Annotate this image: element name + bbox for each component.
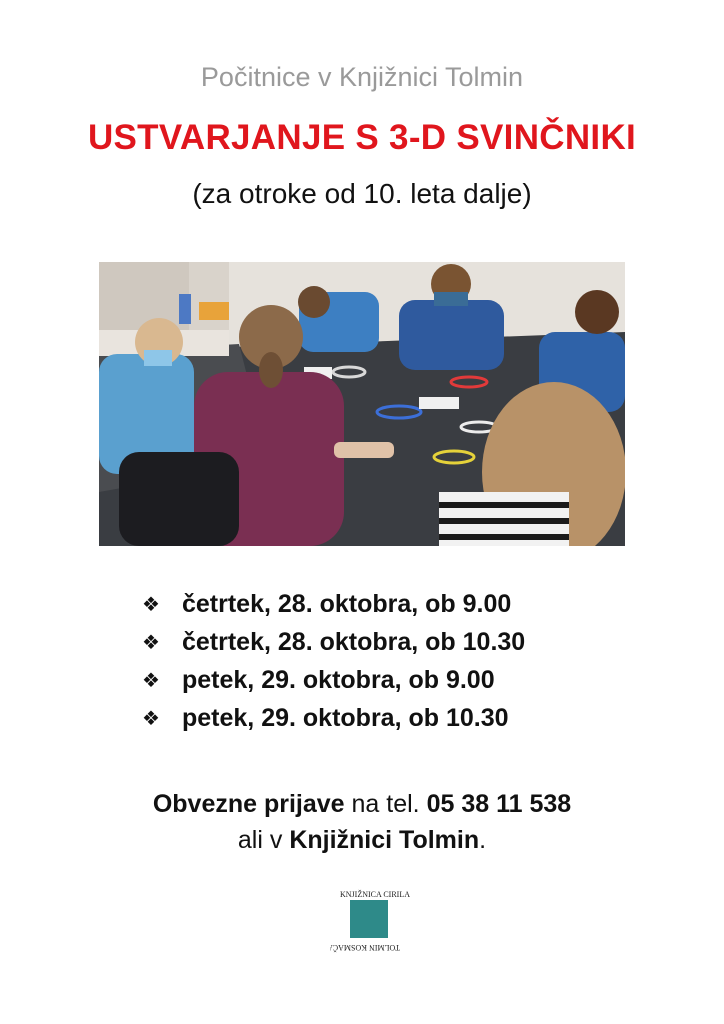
list-item <box>142 661 525 699</box>
workshop-photo-illustration <box>99 262 625 546</box>
signup-info <box>0 786 724 858</box>
age-note: (za otroke od 10. leta dalje) <box>192 178 532 209</box>
library-logo-icon <box>330 884 410 954</box>
phone-number: 05 38 11 538 <box>426 790 572 818</box>
diamond-bullet-icon: ❖ <box>142 707 160 730</box>
session-list <box>142 585 525 737</box>
session-date: petek, 29. oktobra, ob 9.00 <box>182 665 495 694</box>
event-series-subtitle: Počitnice v Knjižnici Tolmin <box>200 62 524 92</box>
workshop-photo <box>99 262 625 546</box>
svg-text:KNJIŽNICA CIRILA: KNJIŽNICA CIRILA <box>340 890 410 899</box>
diamond-bullet-icon: ❖ <box>142 631 160 654</box>
session-date: četrtek, 28. oktobra, ob 9.00 <box>182 589 512 618</box>
session-date: petek, 29. oktobra, ob 10.30 <box>182 703 509 732</box>
list-item <box>142 585 525 623</box>
signup-period: . <box>479 826 487 854</box>
svg-text:TOLMIN KOSMAČA: TOLMIN KOSMAČA <box>330 943 400 952</box>
signup-line-place <box>0 822 724 858</box>
library-logo <box>330 884 410 954</box>
event-title: USTVARJANJE S 3-D SVINČNIKI <box>87 118 637 157</box>
diamond-bullet-icon: ❖ <box>142 669 160 692</box>
list-item <box>142 623 525 661</box>
signup-required-label: Obvezne prijave <box>152 790 345 818</box>
signup-phone-prefix: na tel. <box>344 790 427 818</box>
diamond-bullet-icon: ❖ <box>142 593 160 616</box>
session-date: četrtek, 28. oktobra, ob 10.30 <box>182 627 526 656</box>
list-item <box>142 699 525 737</box>
library-name: Knjižnici Tolmin <box>289 826 480 854</box>
signup-line-phone <box>0 786 724 822</box>
signup-place-prefix: ali v <box>237 826 290 854</box>
